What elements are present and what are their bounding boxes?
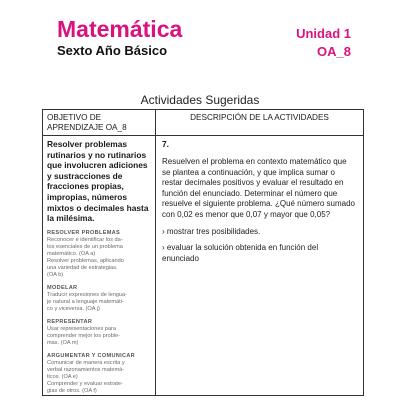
table-row: [43, 136, 364, 396]
activity-bullet: › evaluar la solución obtenida en función del enunciado: [162, 243, 319, 263]
description-cell: [156, 136, 364, 396]
skill-block: [43, 353, 155, 395]
activity-bullet: › mostrar tres posibilidades.: [162, 226, 261, 236]
skill-block: [43, 230, 155, 279]
activity-number: 7.: [162, 139, 169, 149]
objective-text: Resolver problemas rutinarios y no rutinarios que involucren adiciones y sustracciones de fracciones propias, impropias, números mixtos o decimales hasta la milésima.: [47, 139, 149, 224]
header-objective: OBJETIVO DE APRENDIZAJE OA_8: [43, 110, 156, 136]
activity-text: Resuelven el problema en contexto matemático que se plantea a continuación, y que implica sumar o restar decimales positivos y evaluar el resultado en función del enunciado. Determinar el número que resuelve el siguiente problema. ¿Qué número sumado con 0,02 es menor que 0,07 y mayor que 0,05?: [162, 157, 355, 219]
skill-block: [43, 319, 155, 347]
unit-label: Unidad 1: [296, 26, 351, 41]
skill-heading: REPRESENTAR: [47, 318, 93, 325]
section-title: Actividades Sugeridas: [140, 93, 260, 107]
skill-heading: RESOLVER PROBLEMAS: [47, 229, 121, 236]
objective-cell: [43, 136, 156, 396]
skill-heading: MODELAR: [47, 284, 78, 291]
skill-text: Traducir expresiones de lengua- je natural a lenguaje matemáti- co y viceversa. (OA j): [47, 291, 128, 312]
skill-text: Comunicar de manera escrita y verbal razonamientos matemá- ticos. (OA e) Comprender y evaluar estrate- gias de otros. (OA f): [47, 359, 125, 394]
objective-code: OA_8: [317, 44, 351, 59]
grade-subtitle: Sexto Año Básico: [57, 43, 168, 58]
table-header-row: [43, 110, 364, 136]
skill-text: Usar representaciones para comprender mejor los proble- mas. (OA m): [47, 325, 121, 346]
skill-heading: ARGUMENTAR Y COMUNICAR: [47, 352, 136, 359]
subject-title: Matemática: [57, 16, 183, 42]
activities-table: [42, 109, 364, 396]
skill-text: Reconocer e identificar los da- tos esenciales de un problema matemático. (OA a) Resolver problemas, aplicando una variedad de estrategias. (OA b): [47, 236, 124, 278]
skill-block: [43, 285, 155, 313]
header-description: DESCRIPCIÓN DE LA ACTIVIDADES: [156, 110, 364, 136]
